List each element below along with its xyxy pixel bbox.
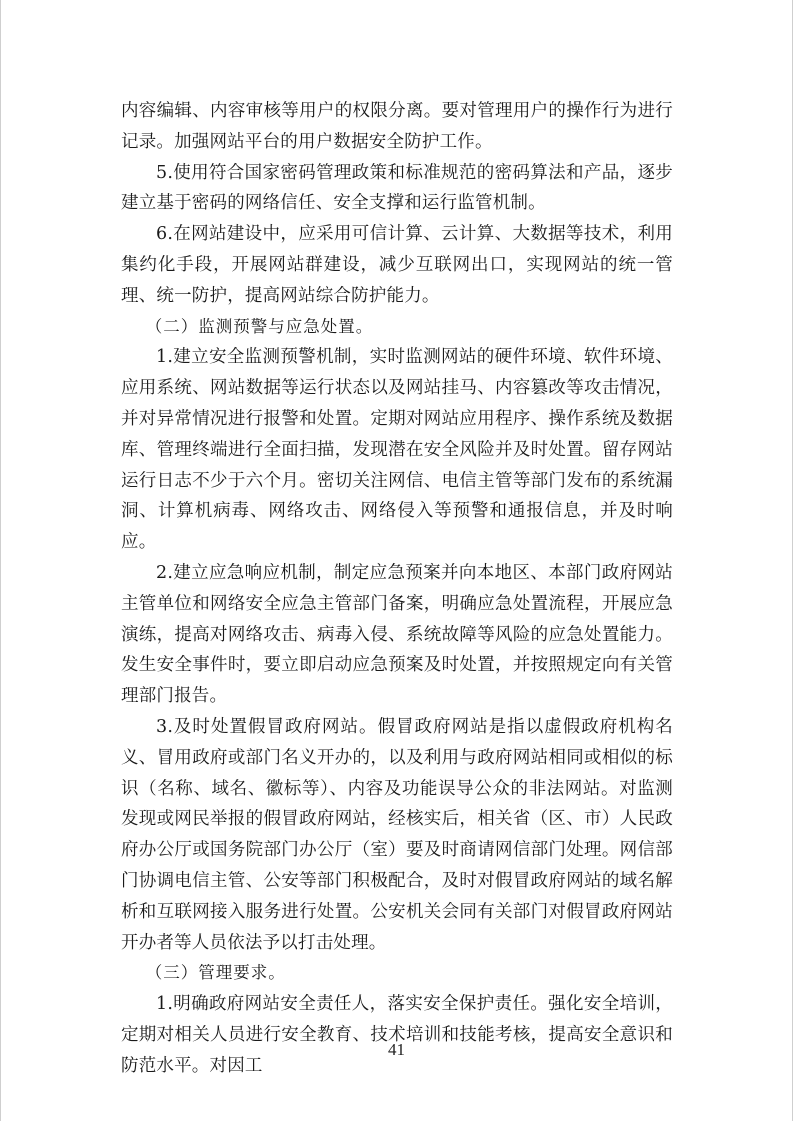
paragraph-monitoring-1: 1.建立安全监测预警机制，实时监测网站的硬件环境、软件环境、应用系统、网站数据等运行状态以及网站挂马、内容篡改等攻击情况，并对异常情况进行报警和处置。定期对网站应用程序、操作系统及数据库、管理终端进行全面扫描，发现潜在安全风险并及时处置。留存网站运行日志不少于六个月。密切关注网信、电信主管等部门发布的系统漏洞、计算机病毒、网络攻击、网络侵入等预警和通报信息，并及时响应。 <box>121 347 673 553</box>
paragraph-management-1: 1.明确政府网站安全责任人，落实安全保护责任。强化安全培训，定期对相关人员进行安全教育、技术培训和技能考核，提高安全意识和防范水平。对因工 <box>121 994 673 1076</box>
paragraph-item-6: 6.在网站建设中，应采用可信计算、云计算、大数据等技术，利用集约化手段，开展网站群建设，减少互联网出口，实现网站的统一管理、统一防护，提高网站综合防护能力。 <box>121 224 673 306</box>
paragraph-continuation: 内容编辑、内容审核等用户的权限分离。要对管理用户的操作行为进行记录。加强网站平台的用户数据安全防护工作。 <box>121 101 673 152</box>
paragraph-monitoring-3: 3.及时处置假冒政府网站。假冒政府网站是指以虚假政府机构名义、冒用政府或部门名义开办的，以及利用与政府网站相同或相似的标识（名称、域名、徽标等）、内容及功能误导公众的非法网站。对监测发现或网民举报的假冒政府网站，经核实后，相关省（区、市）人民政府办公厅或国务院部门办公厅（室）要及时商请网信部门处理。网信部门协调电信主管、公安等部门积极配合，及时对假冒政府网站的域名解析和互联网接入服务进行处置。公安机关会同有关部门对假冒政府网站开办者等人员依法予以打击处理。 <box>121 716 673 953</box>
section-heading-management: （三）管理要求。 <box>145 963 286 983</box>
page-number: 41 <box>388 1040 405 1059</box>
paragraph-monitoring-2: 2.建立应急响应机制，制定应急预案并向本地区、本部门政府网站主管单位和网络安全应急主管部门备案，明确应急处置流程，开展应急演练，提高对网络攻击、病毒入侵、系统故障等风险的应急处置能力。发生安全事件时，要立即启动应急预案及时处置，并按照规定向有关管理部门报告。 <box>121 562 673 707</box>
document-body <box>121 96 673 1082</box>
paragraph-item-5: 5.使用符合国家密码管理政策和标准规范的密码算法和产品，逐步建立基于密码的网络信任、安全支撑和运行监管机制。 <box>121 162 673 214</box>
section-heading-monitoring: （二）监测预警与应急处置。 <box>145 316 374 336</box>
